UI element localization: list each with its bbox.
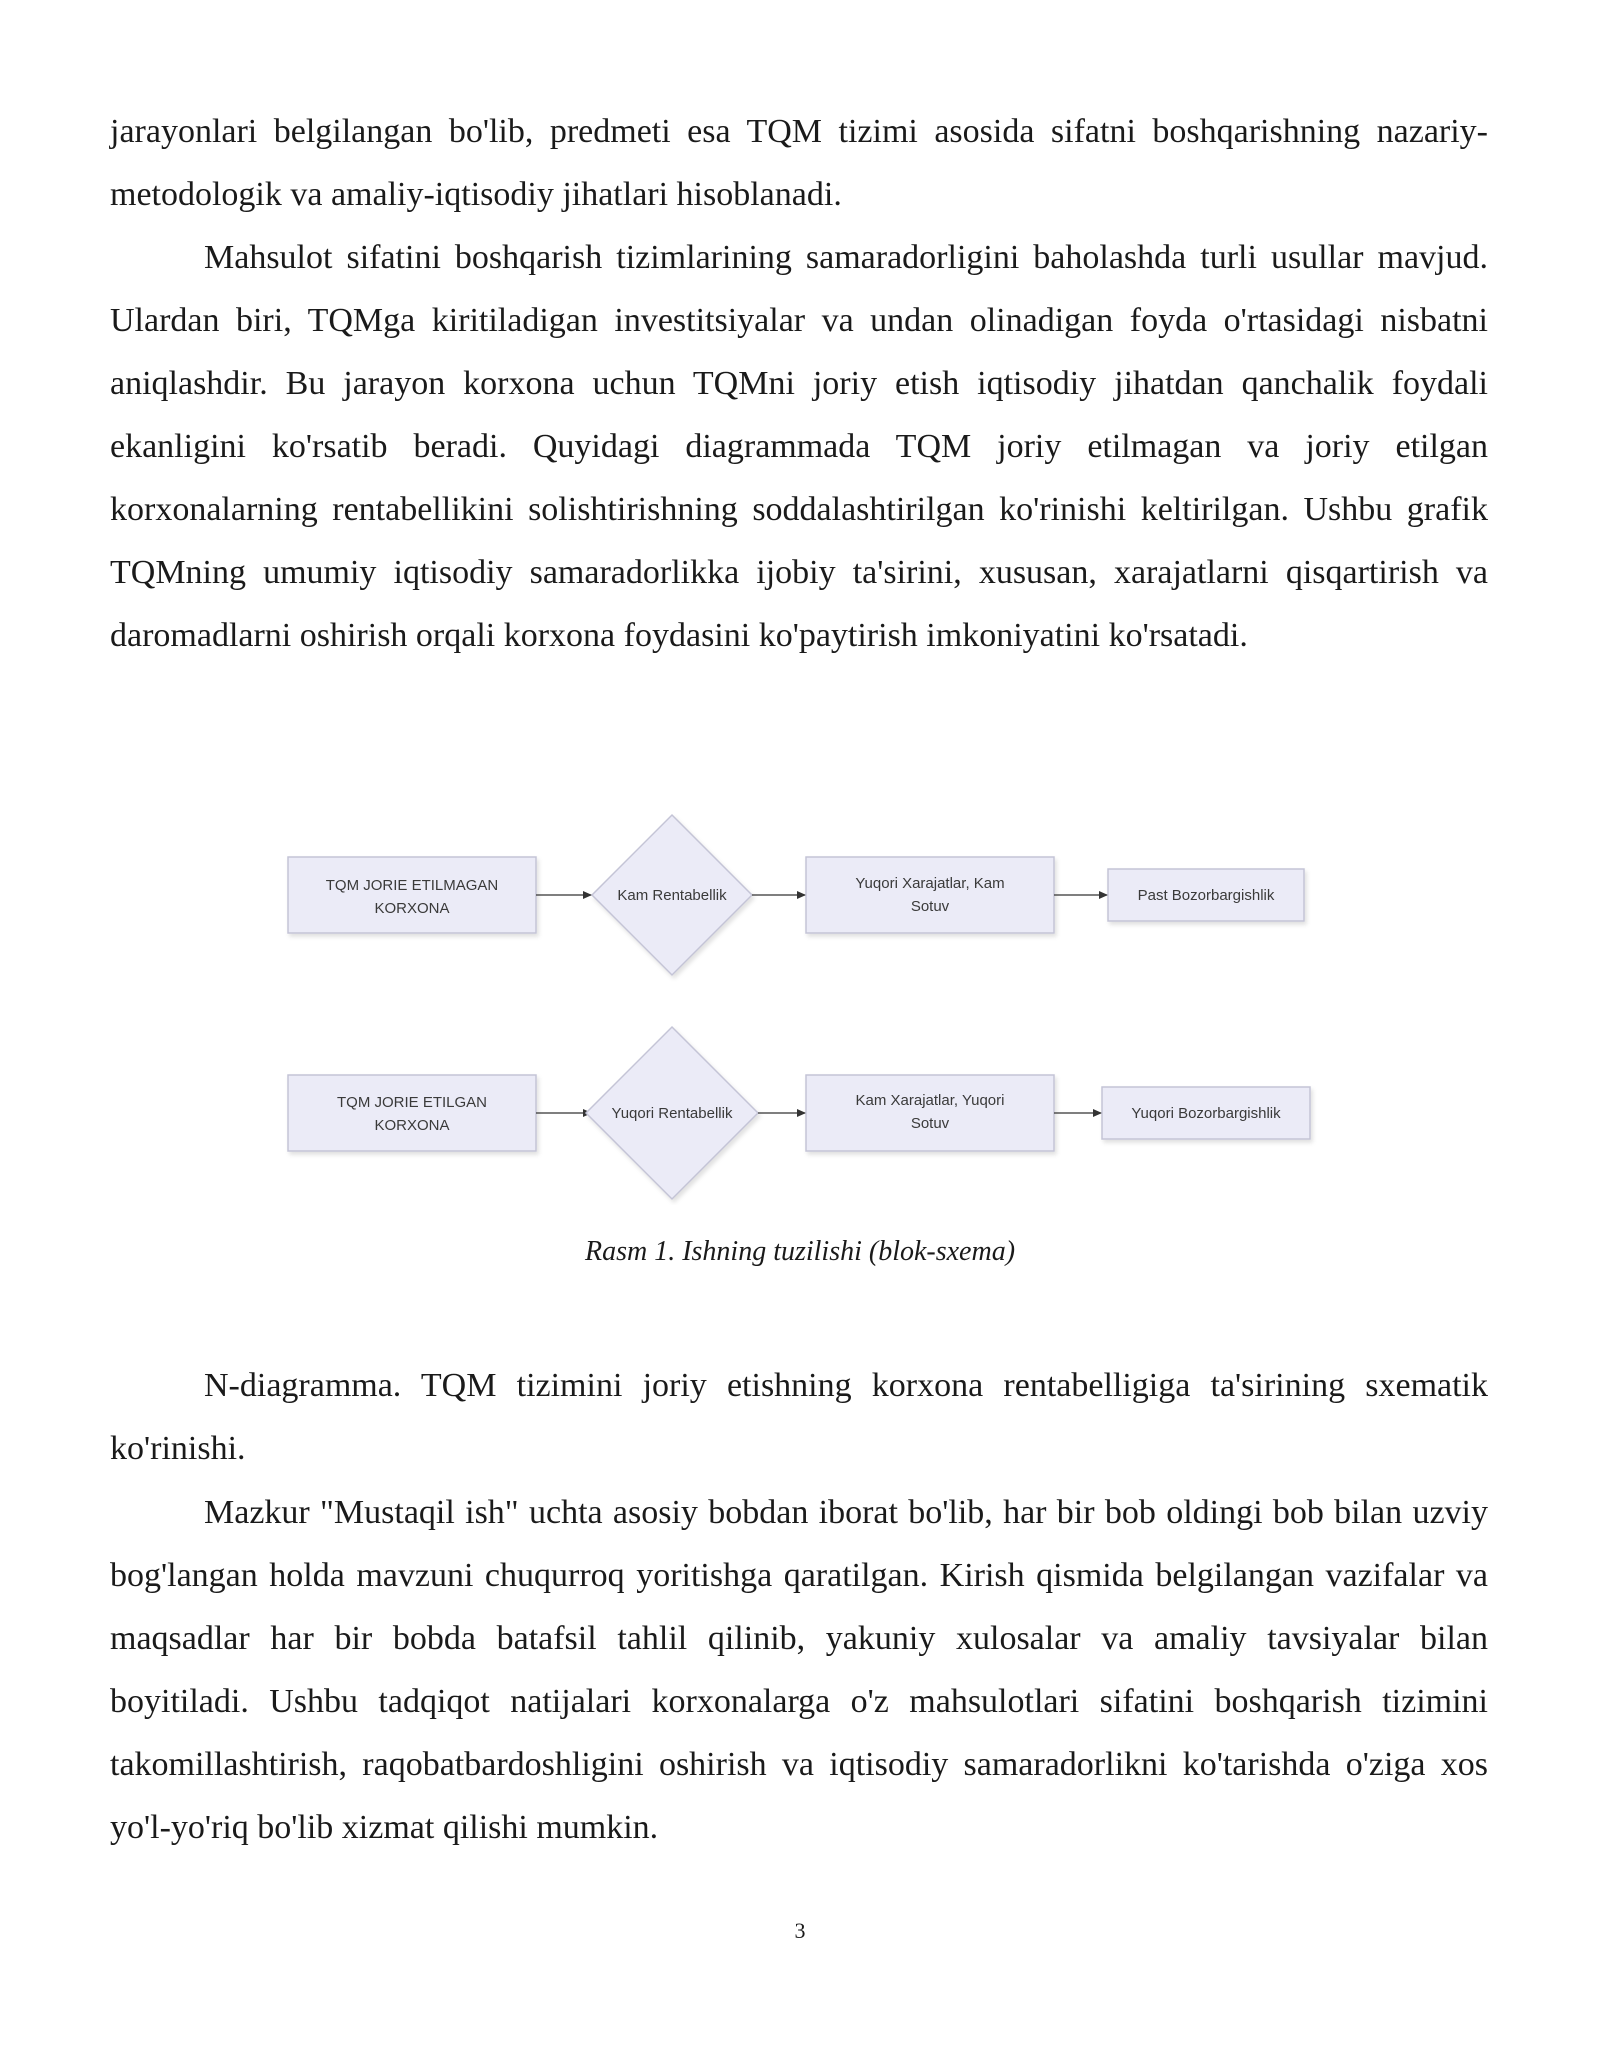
- row1-result-label: Past Bozorbargishlik: [1137, 887, 1275, 904]
- row1-process-line2: Sotuv: [910, 898, 950, 915]
- row2-decision-node: [586, 1027, 758, 1199]
- row1-decision-label: Kam Rentabellik: [617, 887, 727, 904]
- row1-start-node: [288, 857, 536, 933]
- paragraph-1: jarayonlari belgilangan bo'lib, predmeti esa TQM tizimi asosida sifatni boshqarishning nazariy-metodologik va amaliy-iqtisodiy jihatlari hisoblanadi.: [110, 113, 1488, 213]
- row2-result-label: Yuqori Bozorbargishlik: [1131, 1105, 1281, 1122]
- row2-start-node: [288, 1075, 536, 1151]
- row2-process-line2: Sotuv: [910, 1115, 950, 1132]
- flowchart-svg: [270, 805, 1340, 1205]
- row2-result-node: [1102, 1087, 1310, 1139]
- row1-process-line1: Yuqori Xarajatlar, Kam: [855, 875, 1005, 892]
- row2-start-line2: KORXONA: [374, 1117, 450, 1134]
- paragraph-4: Mazkur "Mustaqil ish" uchta asosiy bobdan iborat bo'lib, har bir bob oldingi bob bilan uzviy bog'langan holda mavzuni chuqurroq yoritishga qaratilgan. Kirish qismida belgilangan vazifalar va maqsadlar har bir bobda batafsil tahlil qilinib, yakuniy xulosalar va amaliy tavsiyalar bilan boyitiladi. Ushbu tadqiqot natijalari korxonalarga o'z mahsulotlari sifatini boshqarish tizimini takomillashtirish, raqobatbardoshligini oshirish va iqtisodiy samaradorlikni ko'tarishda o'ziga xos yo'l-yo'riq bo'lib xizmat qilishi mumkin.: [110, 1494, 1488, 1846]
- row1-start-line2: KORXONA: [374, 900, 450, 917]
- row2-process-node: [806, 1075, 1054, 1151]
- paragraph-2: Mahsulot sifatini boshqarish tizimlarining samaradorligini baholashda turli usullar mavjud. Ulardan biri, TQMga kiritiladigan investitsiyalar va undan olinadigan foyda o'rtasidagi nisbatni aniqlashdir. Bu jarayon korxona uchun TQMni joriy etish iqtisodiy jihatdan qanchalik foydali ekanligini ko'rsatib beradi. Quyidagi diagrammada TQM joriy etilmagan va joriy etilgan korxonalarning rentabellikini solishtirishning soddalashtirilgan ko'rinishi keltirilgan. Ushbu grafik TQMning umumiy iqtisodiy samaradorlikka ijobiy ta'sirini, xususan, xarajatlarni qisqartirish va daromadlarni oshirish orqali korxona foydasini ko'paytirish imkoniyatini ko'rsatadi.: [110, 239, 1488, 654]
- row2-start-line1: TQM JORIE ETILGAN: [336, 1094, 488, 1111]
- row1-start-line1: TQM JORIE ETILMAGAN: [325, 877, 499, 894]
- row1-process-node: [806, 857, 1054, 933]
- row2-process-line1: Kam Xarajatlar, Yuqori: [855, 1092, 1005, 1109]
- row1-result-node: [1108, 869, 1304, 921]
- row1-decision-node: [592, 815, 752, 975]
- figure-caption: Rasm 1. Ishning tuzilishi (blok-sxema): [584, 1236, 1016, 1267]
- row2-decision-label: Yuqori Rentabellik: [611, 1105, 733, 1122]
- page-number: 3: [794, 1918, 806, 1943]
- flowchart-figure: [270, 805, 1340, 1205]
- paragraph-3: N-diagramma. TQM tizimini joriy etishning korxona rentabelligiga ta'sirining sxematik ko'rinishi.: [110, 1367, 1488, 1467]
